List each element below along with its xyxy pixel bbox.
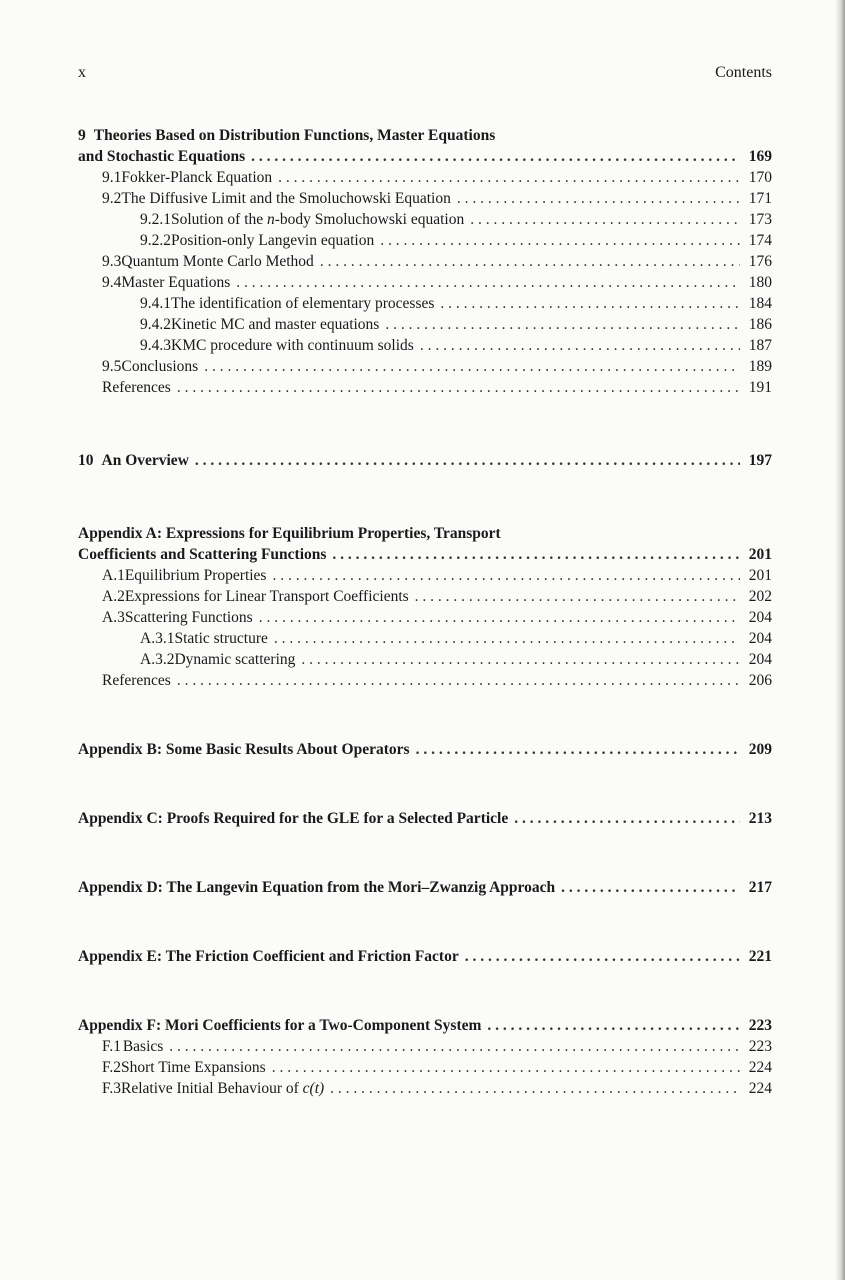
leader-dots — [169, 1036, 740, 1057]
leader-dots — [272, 1057, 740, 1078]
toc-entry-references-9[interactable]: References . . . 191 — [78, 377, 772, 398]
leader-dots — [470, 209, 740, 230]
leader-dots — [385, 314, 740, 335]
leader-dots — [204, 356, 740, 377]
toc-entry-f-2[interactable]: F.2 Short Time Expansions . . . 224 — [78, 1057, 772, 1078]
toc-entry-a-1[interactable]: A.1 Equilibrium Properties . . . 201 — [78, 565, 772, 586]
leader-dots — [274, 628, 740, 649]
leader-dots — [415, 586, 740, 607]
toc-entry-9-5[interactable]: 9.5 Conclusions . . . 189 — [78, 356, 772, 377]
leader-dots — [251, 146, 740, 167]
leader-dots — [465, 946, 740, 967]
toc-entry-a-3[interactable]: A.3 Scattering Functions . . . 204 — [78, 607, 772, 628]
leader-dots — [278, 167, 740, 188]
appendix-a-title-line1[interactable]: Appendix A: Expressions for Equilibrium Properties, Transport — [78, 525, 501, 542]
leader-dots — [177, 377, 740, 398]
running-title: Contents — [715, 64, 772, 81]
toc-entry-a-3-1[interactable]: A.3.1 Static structure . . . 204 — [78, 628, 772, 649]
table-of-contents — [78, 125, 772, 1099]
leader-dots — [440, 293, 740, 314]
appendix-c-entry[interactable]: Appendix C: Proofs Required for the GLE for a Selected Particle . . . 213 — [78, 808, 772, 829]
toc-entry-references-a[interactable]: References . . . 206 — [78, 670, 772, 691]
appendix-d-entry[interactable]: Appendix D: The Langevin Equation from the Mori–Zwanzig Approach . . . 217 — [78, 877, 772, 898]
appendix-a-entry[interactable]: Coefficients and Scattering Functions . . . 201 — [78, 544, 772, 565]
chapter-9-entry[interactable]: and Stochastic Equations . . . 169 — [78, 146, 772, 167]
leader-dots — [330, 1078, 740, 1099]
leader-dots — [457, 188, 740, 209]
leader-dots — [416, 739, 740, 760]
toc-entry-9-1[interactable]: 9.1 Fokker-Planck Equation . . . 170 — [78, 167, 772, 188]
leader-dots — [380, 230, 740, 251]
toc-entry-a-2[interactable]: A.2 Expressions for Linear Transport Coefficients . . . 202 — [78, 586, 772, 607]
leader-dots — [272, 565, 740, 586]
toc-entry-a-3-2[interactable]: A.3.2 Dynamic scattering . . . 204 — [78, 649, 772, 670]
leader-dots — [514, 808, 740, 829]
appendix-e-entry[interactable]: Appendix E: The Friction Coefficient and Friction Factor . . . 221 — [78, 946, 772, 967]
toc-entry-9-2-1[interactable]: 9.2.1 Solution of the n-body Smoluchowski equation . . . 173 — [78, 209, 772, 230]
appendix-b-entry[interactable]: Appendix B: Some Basic Results About Operators . . . 209 — [78, 739, 772, 760]
toc-entry-9-4-2[interactable]: 9.4.2 Kinetic MC and master equations . . . 186 — [78, 314, 772, 335]
chapter-10-entry[interactable]: 10 An Overview . . . 197 — [78, 450, 772, 471]
toc-entry-9-4-1[interactable]: 9.4.1 The identification of elementary processes . . . 184 — [78, 293, 772, 314]
leader-dots — [195, 450, 740, 471]
leader-dots — [236, 272, 740, 293]
page-ref: 169 — [748, 148, 772, 165]
appendix-f-entry[interactable]: Appendix F: Mori Coefficients for a Two-Component System . . . 223 — [78, 1015, 772, 1036]
leader-dots — [420, 335, 740, 356]
toc-entry-9-3[interactable]: 9.3 Quantum Monte Carlo Method . . . 176 — [78, 251, 772, 272]
toc-entry-9-2[interactable]: 9.2 The Diffusive Limit and the Smoluchowski Equation . . . 171 — [78, 188, 772, 209]
leader-dots — [561, 877, 740, 898]
toc-entry-f-3[interactable]: F.3 Relative Initial Behaviour of c(t) . . . 224 — [78, 1078, 772, 1099]
toc-entry-f-1[interactable]: F.1 Basics . . . 223 — [78, 1036, 772, 1057]
leader-dots — [332, 544, 740, 565]
toc-entry-9-4-3[interactable]: 9.4.3 KMC procedure with continuum solids . . . 187 — [78, 335, 772, 356]
page-edge-shadow — [835, 0, 845, 1280]
running-header — [78, 64, 772, 84]
toc-entry-9-4[interactable]: 9.4 Master Equations . . . 180 — [78, 272, 772, 293]
leader-dots — [487, 1015, 740, 1036]
toc-entry-9-2-2[interactable]: 9.2.2 Position-only Langevin equation . . . 174 — [78, 230, 772, 251]
leader-dots — [177, 670, 740, 691]
leader-dots — [320, 251, 740, 272]
leader-dots — [301, 649, 740, 670]
page-number: x — [78, 64, 86, 81]
chapter-9-title-line1[interactable]: 9 Theories Based on Distribution Functions, Master Equations — [78, 127, 496, 144]
leader-dots — [259, 607, 740, 628]
